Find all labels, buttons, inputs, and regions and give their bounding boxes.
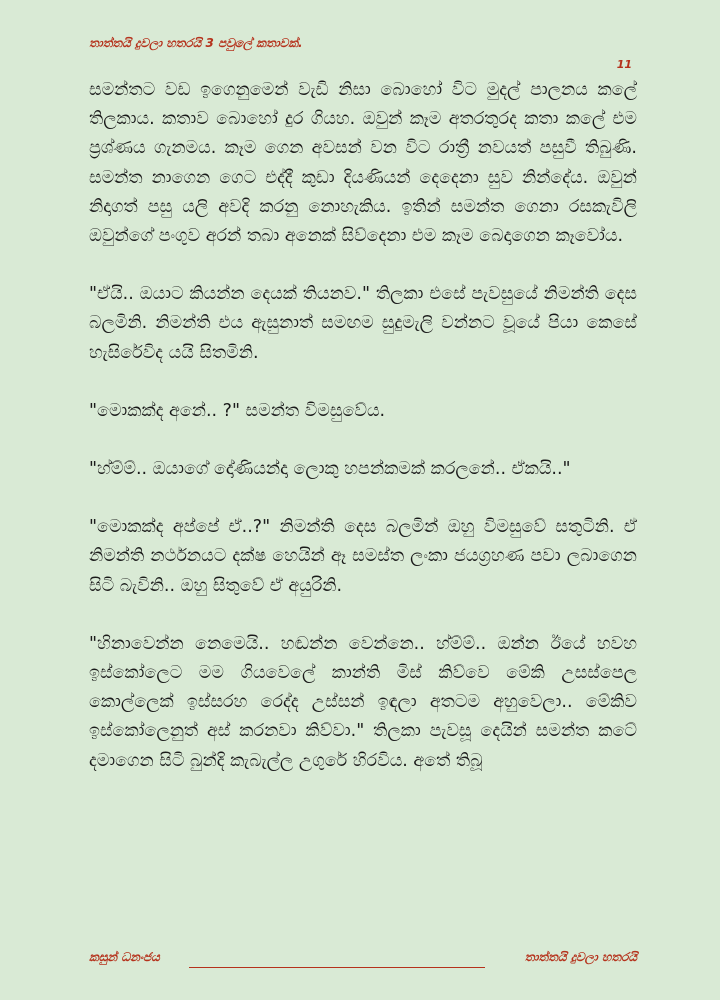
paragraph: "හ්ම්ම්.. ඔයාගේ දෝණියන්දා ලොකු හපන්කමක් කරලනේ.. ඒකයි.." <box>89 459 571 480</box>
paragraph: සමන්තට වඩ ඉගෙනුමෙන් වැඩි නිසා බොහෝ විට මුදල් පාලනය කලේ තිලකාය. කතාව බොහෝ දුර ගියහ. ඔවුන් කෑම අතරතුරද කතා කලේ එම ප්‍රශ්ණය ගැනමය. කෑම ගෙන අවසන් වන විට රාත්‍රී නවයත් පසුවී තිබුණි. සමන්ත නාගෙන ගෙට එද්දී කුඩා දියණියන් දෙදෙනා සුව නින්දේය. ඔවුන් නිදාගත් පසු යලි අවදි කරනු නොහැකිය. ඉතින් සමන්ත ගෙනා රසකැවිලි ඔවුන්ගේ පංගුව අරන් තබා අනෙක් සිව්දෙනා එම කෑම බෙදාගෙන කෑවෝය. <box>89 80 637 247</box>
page-footer <box>89 950 637 970</box>
paragraph: "හිනාවෙන්න නෙමෙයි.. හඬන්න වෙන්නෙ.. හ්ම්ම්.. ඔන්න ඊයේ හවහ ඉස්කෝලෙට මම ගියවෙලේ කාන්ති මිස් කිව්වෙ මේකි උසස්පෙල කොල්ලෙක් ඉස්සරහ රෙද්ද උස්සන් ඉඳලා අතටම අහුවෙලා.. මේකිව ඉස්කෝලෙනුත් අස් කරනවා කිව්වා." තිලකා පැවසූ දෙයින් සමන්ත කටේ දමාගෙන සිටි බුන්දි කැබැල්ල උගුරේ හිරවිය. අතේ තිබූ <box>89 633 637 771</box>
footer-author: කසුන් ධනංජය <box>89 950 160 964</box>
paragraph: "මොකක්ද අනේ.. ?" සමන්ත විමසුවේය. <box>89 400 386 421</box>
story-body <box>89 76 637 805</box>
paragraph: "මොකක්ද අප්පේ ඒ..?" නිමන්ති දෙස බලමින් ඔහු විමසුවේ සතුටිනි. ඒ නිමන්ති නර්ථනයට දක්ෂ හෙයින් ඈ සමස්ත ලංකා ජයග්‍රහණ පවා ලබාගෙන සිටි බැවිනි.. ඔහු සිතුවේ ඒ අයුරිනි. <box>89 517 637 596</box>
running-header-title: තාත්තයි දුවලා හතරයි 3 පවුලේ කතාවක්. <box>89 36 303 50</box>
page-number: 11 <box>616 58 632 71</box>
paragraph: "ඒයි.. ඔයාට කියන්න දෙයක් තියනව." තිලකා එසේ පැවසුයේ නිමන්ති දෙස බලමිනි. නිමන්ති එය ඇසුනාත් සමඟම සුදුමැලි වන්නට වූයේ පියා කෙසේ හැසිරේවිද යයි සිතමිනි. <box>89 284 637 363</box>
footer-book-title: තාත්තයි දුවලා හතරයි <box>524 950 637 964</box>
footer-divider-line <box>189 967 485 968</box>
